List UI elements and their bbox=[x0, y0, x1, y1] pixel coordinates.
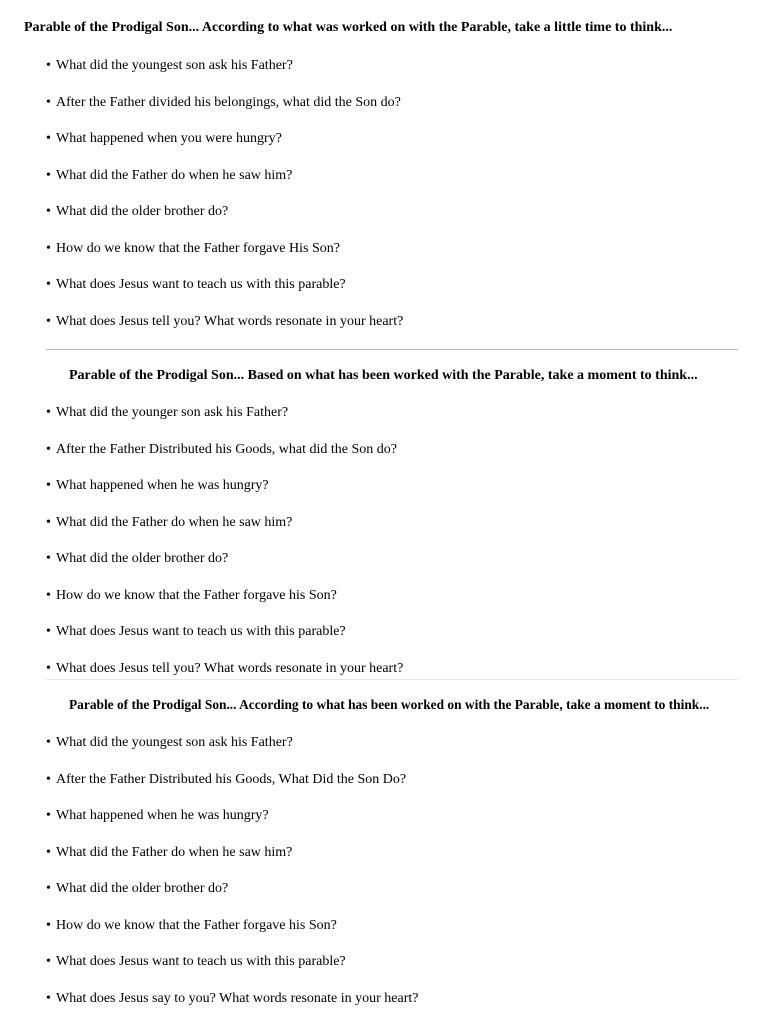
bullet: • bbox=[46, 94, 56, 112]
list-item bbox=[46, 771, 768, 808]
list-item-text: What did the Father do when he saw him? bbox=[56, 168, 292, 183]
list-item-text: What did the Father do when he saw him? bbox=[56, 515, 292, 530]
list-item-text: How do we know that the Father forgave his Son? bbox=[56, 588, 337, 603]
list-item-text: What did the youngest son ask his Father? bbox=[56, 58, 293, 73]
bullet: • bbox=[46, 660, 56, 678]
list-item bbox=[46, 404, 768, 441]
section-heading: Parable of the Prodigal Son... Based on what has been worked with the Parable, take a moment to think... bbox=[0, 367, 768, 385]
list-item bbox=[46, 441, 768, 478]
list-item-text: After the Father divided his belongings, what did the Son do? bbox=[56, 95, 401, 110]
list-item-text: How do we know that the Father forgave his Son? bbox=[56, 918, 337, 933]
list-item bbox=[46, 94, 768, 131]
list-item bbox=[46, 313, 768, 350]
list-item-text: What happened when he was hungry? bbox=[56, 478, 269, 493]
list-item-text: What does Jesus tell you? What words resonate in your heart? bbox=[56, 661, 403, 676]
bullet: • bbox=[46, 953, 56, 971]
question-section-3 bbox=[0, 696, 768, 1026]
bullet: • bbox=[46, 990, 56, 1008]
bullet: • bbox=[46, 514, 56, 532]
list-item-text: What does Jesus want to teach us with this parable? bbox=[56, 277, 346, 292]
list-item-text: What happened when you were hungry? bbox=[56, 131, 282, 146]
bullet: • bbox=[46, 130, 56, 148]
question-section-1 bbox=[0, 19, 768, 349]
bullet: • bbox=[46, 477, 56, 495]
section-heading: Parable of the Prodigal Son... According to what has been worked on with the Parable, take a moment to think... bbox=[0, 696, 768, 714]
bullet: • bbox=[46, 844, 56, 862]
bullet: • bbox=[46, 734, 56, 752]
section-divider bbox=[46, 679, 738, 680]
list-item bbox=[46, 844, 768, 881]
list-item-text: What did the younger son ask his Father? bbox=[56, 405, 288, 420]
list-item bbox=[46, 917, 768, 954]
question-section-2 bbox=[0, 367, 768, 696]
bullet: • bbox=[46, 276, 56, 294]
section-heading: Parable of the Prodigal Son... According to what was worked on with the Parable, take a little time to think... bbox=[0, 19, 768, 37]
bullet: • bbox=[46, 917, 56, 935]
list-item-text: What did the older brother do? bbox=[56, 204, 228, 219]
list-item bbox=[46, 57, 768, 94]
list-item-text: How do we know that the Father forgave His Son? bbox=[56, 241, 340, 256]
list-item-text: What did the Father do when he saw him? bbox=[56, 845, 292, 860]
bullet: • bbox=[46, 587, 56, 605]
bullet: • bbox=[46, 880, 56, 898]
bullet: • bbox=[46, 167, 56, 185]
bullet: • bbox=[46, 313, 56, 331]
list-item bbox=[46, 880, 768, 917]
list-item bbox=[46, 167, 768, 204]
list-item-text: What did the older brother do? bbox=[56, 551, 228, 566]
bullet: • bbox=[46, 441, 56, 459]
list-item bbox=[46, 130, 768, 167]
bullet: • bbox=[46, 550, 56, 568]
list-item-text: After the Father Distributed his Goods, what did the Son do? bbox=[56, 442, 397, 457]
list-item bbox=[46, 990, 768, 1026]
list-item-text: What did the youngest son ask his Father? bbox=[56, 735, 293, 750]
section-divider bbox=[46, 349, 738, 350]
list-item bbox=[46, 276, 768, 313]
list-item bbox=[46, 477, 768, 514]
list-item-text: What happened when he was hungry? bbox=[56, 808, 269, 823]
list-item-text: After the Father Distributed his Goods, What Did the Son Do? bbox=[56, 772, 406, 787]
bullet: • bbox=[46, 404, 56, 422]
list-item-text: What did the older brother do? bbox=[56, 881, 228, 896]
list-item bbox=[46, 734, 768, 771]
list-item bbox=[46, 807, 768, 844]
list-item bbox=[46, 240, 768, 277]
list-item bbox=[46, 623, 768, 660]
list-item bbox=[46, 550, 768, 587]
list-item bbox=[46, 660, 768, 697]
list-item bbox=[46, 587, 768, 624]
bullet: • bbox=[46, 807, 56, 825]
list-item bbox=[46, 203, 768, 240]
bullet: • bbox=[46, 57, 56, 75]
bullet: • bbox=[46, 203, 56, 221]
bullet: • bbox=[46, 623, 56, 641]
list-item bbox=[46, 514, 768, 551]
list-item-text: What does Jesus tell you? What words resonate in your heart? bbox=[56, 314, 403, 329]
list-item-text: What does Jesus say to you? What words resonate in your heart? bbox=[56, 991, 418, 1006]
list-item-text: What does Jesus want to teach us with this parable? bbox=[56, 954, 346, 969]
list-item bbox=[46, 953, 768, 990]
bullet: • bbox=[46, 771, 56, 789]
bullet: • bbox=[46, 240, 56, 258]
list-item-text: What does Jesus want to teach us with this parable? bbox=[56, 624, 346, 639]
